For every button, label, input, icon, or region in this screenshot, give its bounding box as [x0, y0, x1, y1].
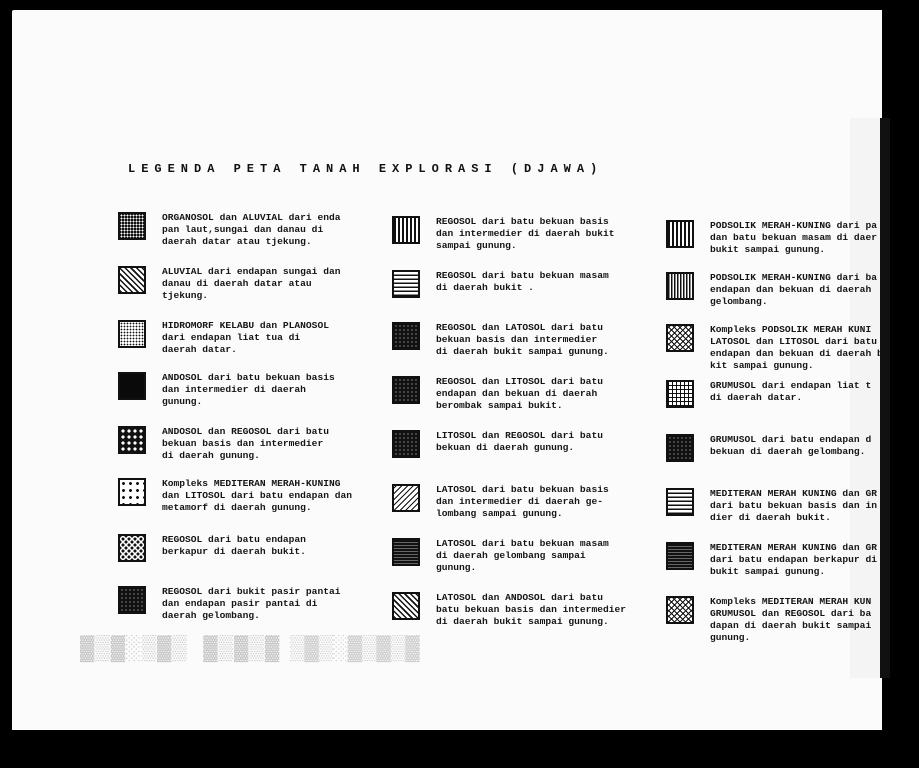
legend-text: HIDROMORF KELABU dan PLANOSOL dari endapan liat tua di daerah datar.	[162, 320, 329, 355]
legend-text: PODSOLIK MERAH-KUNING dari ba endapan dan bekuan di daerah gelombang.	[710, 272, 877, 307]
faded-stamp-left: ▓▒▓░▒▓▒ ▓▒▓▒▓	[80, 636, 281, 663]
legend-swatch	[392, 322, 420, 350]
legend-swatch	[118, 478, 146, 506]
legend-text: REGOSOL dari batu bekuan basis dan intermedier di daerah bukit sampai gunung.	[436, 216, 615, 251]
legend-text: Kompleks PODSOLIK MERAH KUNI LATOSOL dan LITOSOL dari batu endapan dan bekuan di daerah b kit sampai gunung.	[710, 324, 883, 371]
legend-swatch	[392, 430, 420, 458]
legend-text: GRUMUSOL dari endapan liat t di daerah datar.	[710, 380, 872, 403]
legend-text: REGOSOL dari bukit pasir pantai dan endapan pasir pantai di daerah gelombang.	[162, 586, 341, 621]
legend-swatch	[118, 320, 146, 348]
legend-swatch	[392, 538, 420, 566]
legend-text: ORGANOSOL dan ALUVIAL dari enda pan laut,sungai dan danau di daerah datar atau tjekung.	[162, 212, 341, 247]
legend-swatch	[666, 272, 694, 300]
legend-swatch	[392, 592, 420, 620]
legend-swatch	[666, 596, 694, 624]
faded-stamp-right: ▒▓▒░▓▒▓▒▓	[290, 636, 420, 663]
legend-text: REGOSOL dari batu bekuan masam di daerah bukit .	[436, 270, 609, 293]
legend-swatch	[118, 534, 146, 562]
legend-text: LATOSOL dan ANDOSOL dari batu batu bekuan basis dan intermedier di daerah bukit sampai gunung.	[436, 592, 626, 627]
legend-text: LATOSOL dari batu bekuan masam di daerah gelombang sampai gunung.	[436, 538, 609, 573]
legend-swatch	[118, 586, 146, 614]
legend-text: ALUVIAL dari endapan sungai dan danau di daerah datar atau tjekung.	[162, 266, 341, 301]
legend-swatch	[666, 380, 694, 408]
legend-swatch	[392, 216, 420, 244]
legend-text: Kompleks MEDITERAN MERAH-KUNING dan LITOSOL dari batu endapan dan metamorf di daerah gunung.	[162, 478, 352, 513]
legend-swatch	[392, 376, 420, 404]
legend-swatch	[666, 220, 694, 248]
legend-text: LITOSOL dan REGOSOL dari batu bekuan di daerah gunung.	[436, 430, 603, 453]
legend-text: REGOSOL dari batu endapan berkapur di daerah bukit.	[162, 534, 306, 557]
legend-text: MEDITERAN MERAH KUNING dan GR dari batu endapan berkapur di bukit sampai gunung.	[710, 542, 877, 577]
legend-swatch	[118, 426, 146, 454]
legend-text: LATOSOL dari batu bekuan basis dan intermedier di daerah ge- lombang sampai gunung.	[436, 484, 609, 519]
legend-swatch	[392, 484, 420, 512]
legend-swatch	[666, 488, 694, 516]
legend-text: ANDOSOL dan REGOSOL dari batu bekuan basis dan intermedier di daerah gunung.	[162, 426, 329, 461]
legend-swatch	[666, 542, 694, 570]
legend-swatch	[118, 372, 146, 400]
legend-text: REGOSOL dan LATOSOL dari batu bekuan basis dan intermedier di daerah bukit sampai gunung.	[436, 322, 609, 357]
legend-text: REGOSOL dan LITOSOL dari batu endapan dan bekuan di daerah berombak sampai bukit.	[436, 376, 603, 411]
legend-text: MEDITERAN MERAH KUNING dan GR dari batu bekuan basis dan in dier di daerah bukit.	[710, 488, 877, 523]
legend-swatch	[118, 266, 146, 294]
legend-text: GRUMUSOL dari batu endapan d bekuan di daerah gelombang.	[710, 434, 872, 457]
legend-text: Kompleks MEDITERAN MERAH KUN GRUMUSOL dan REGOSOL dari ba dapan di daerah bukit sampai gunung.	[710, 596, 872, 643]
legend-title: LEGENDA PETA TANAH EXPLORASI (DJAWA)	[128, 162, 604, 176]
legend-swatch	[392, 270, 420, 298]
legend-swatch	[666, 434, 694, 462]
legend-text: ANDOSOL dari batu bekuan basis dan intermedier di daerah gunung.	[162, 372, 335, 407]
legend-swatch	[666, 324, 694, 352]
legend-text: PODSOLIK MERAH-KUNING dari pa dan batu bekuan masam di daer bukit sampai gunung.	[710, 220, 877, 255]
legend-swatch	[118, 212, 146, 240]
